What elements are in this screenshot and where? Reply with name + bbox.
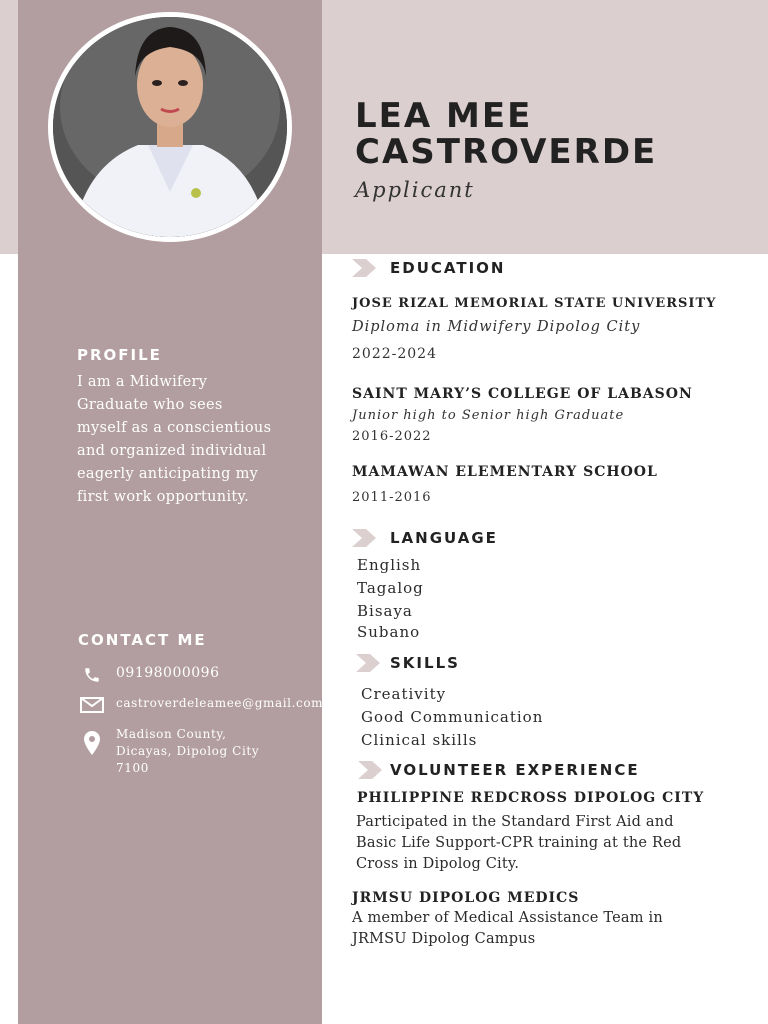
- chevron-right-icon: [356, 654, 382, 672]
- contact-address: [78, 726, 259, 777]
- education-section-header: [352, 259, 505, 277]
- volunteer-org-2: JRMSU DIPOLOG MEDICS: [352, 890, 580, 906]
- volunteer-heading: VOLUNTEER EXPERIENCE: [390, 761, 640, 779]
- map-pin-icon: [78, 726, 106, 760]
- language-heading: LANGUAGE: [390, 529, 498, 547]
- profile-heading: PROFILE: [77, 346, 162, 364]
- volunteer-desc-1-line-1: Participated in the Standard First Aid and: [356, 814, 674, 830]
- skill-item: Good Communication: [361, 708, 544, 726]
- skill-item: Clinical skills: [361, 731, 478, 749]
- applicant-role: Applicant: [355, 178, 475, 202]
- education-years-3: 2011-2016: [352, 490, 432, 505]
- applicant-name: [355, 98, 755, 170]
- language-item: Bisaya: [357, 602, 413, 620]
- address-line-1: Madison County,: [116, 727, 227, 741]
- volunteer-section-header: [358, 761, 640, 779]
- education-school-1: JOSE RIZAL MEMORIAL STATE UNIVERSITY: [352, 296, 717, 311]
- chevron-right-icon: [358, 761, 384, 779]
- skill-item: Creativity: [361, 685, 447, 703]
- language-section-header: [352, 529, 498, 547]
- address-line-3: 7100: [116, 761, 149, 775]
- volunteer-org-1: PHILIPPINE REDCROSS DIPOLOG CITY: [357, 790, 705, 806]
- email-address[interactable]: castroverdeleamee@gmail.com: [116, 696, 324, 710]
- address: [116, 726, 259, 777]
- contact-phone: [78, 665, 219, 685]
- volunteer-desc-1-line-3: Cross in Dipolog City.: [356, 856, 520, 872]
- chevron-right-icon: [352, 529, 378, 547]
- education-detail-2: Junior high to Senior high Graduate: [352, 408, 625, 423]
- volunteer-desc-2-line-2: JRMSU Dipolog Campus: [352, 931, 536, 947]
- contact-email: [78, 695, 323, 715]
- education-years-2: 2016-2022: [352, 429, 432, 444]
- name-line-1: LEA MEE: [355, 96, 533, 136]
- skills-section-header: [356, 654, 460, 672]
- education-school-2: SAINT MARY’S COLLEGE OF LABASON: [352, 386, 693, 402]
- profile-photo: [53, 17, 287, 237]
- education-heading: EDUCATION: [390, 259, 506, 277]
- name-line-2: CASTROVERDE: [355, 132, 658, 172]
- education-detail-1: Diploma in Midwifery Dipolog City: [352, 319, 641, 335]
- envelope-icon: [78, 695, 106, 715]
- contact-heading: CONTACT ME: [78, 631, 207, 649]
- address-line-2: Dicayas, Dipolog City: [116, 744, 260, 758]
- language-item: Tagalog: [357, 579, 424, 597]
- skills-heading: SKILLS: [390, 654, 460, 672]
- education-school-3: MAMAWAN ELEMENTARY SCHOOL: [352, 464, 658, 480]
- language-item: Subano: [357, 623, 421, 641]
- chevron-right-icon: [352, 259, 378, 277]
- phone-number[interactable]: 09198000096: [116, 665, 220, 681]
- volunteer-desc-1-line-2: Basic Life Support-CPR training at the Red: [356, 835, 682, 851]
- volunteer-desc-2-line-1: A member of Medical Assistance Team in: [352, 910, 663, 926]
- language-item: English: [357, 556, 422, 574]
- education-years-1: 2022-2024: [352, 346, 437, 362]
- profile-text: I am a Midwifery Graduate who sees myself as a conscientious and organized individual eagerly anticipating my first work opportunity.: [77, 374, 272, 505]
- phone-icon: [78, 665, 106, 685]
